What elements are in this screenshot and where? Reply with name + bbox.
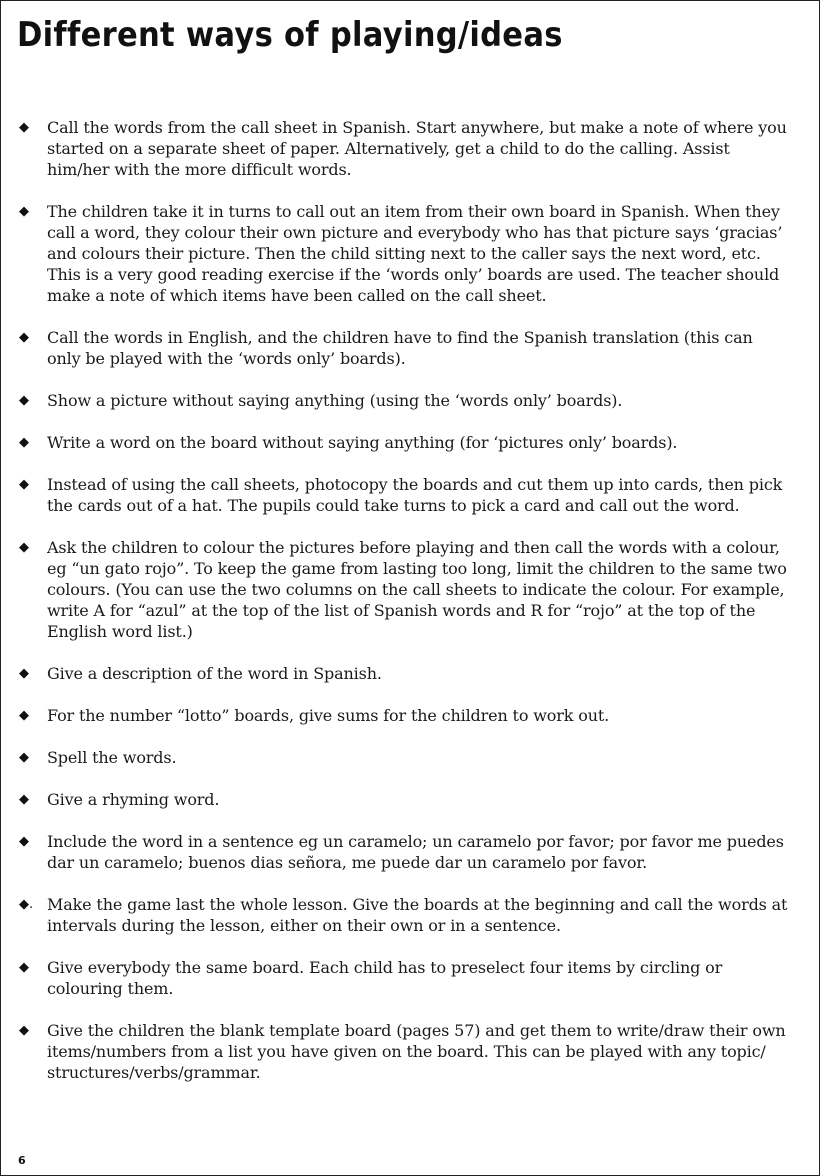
list-item-text: Give a rhyming word.: [47, 790, 220, 809]
diamond-bullet-icon: ◆: [19, 540, 29, 555]
list-item: [19, 327, 791, 369]
list-item: [19, 957, 791, 999]
list-item: [19, 390, 791, 411]
list-item: [19, 537, 791, 642]
ideas-list: [19, 117, 791, 1083]
list-item-text: The children take it in turns to call out an item from their own board in Spanish. When they call a word, they colour their own picture and everybody who has that picture says ‘gracias’ and colours their picture. Then the child sitting next to the caller says the next word, etc. This is a very good reading exercise if the ‘words only’ boards are used. The teacher should make a note of which items have been called on the call sheet.: [47, 202, 783, 305]
page-title: Different ways of playing/ideas: [17, 15, 563, 55]
list-item: [19, 432, 791, 453]
list-item-text: Instead of using the call sheets, photocopy the boards and cut them up into cards, then pick the cards out of a hat. The pupils could take turns to pick a card and call out the word.: [47, 475, 783, 515]
list-item: [19, 747, 791, 768]
diamond-bullet-icon: ◆: [19, 393, 29, 408]
list-item-text: Include the word in a sentence eg un caramelo; un caramelo por favor; por favor me puedes dar un caramelo; buenos dias señora, me puede dar un caramelo por favor.: [47, 832, 784, 872]
list-item-text: Write a word on the board without saying anything (for ‘pictures only’ boards).: [47, 433, 678, 452]
list-item: [19, 1020, 791, 1083]
diamond-bullet-icon: ◆: [19, 204, 29, 219]
list-item-text: Ask the children to colour the pictures before playing and then call the words with a colour, eg “un gato rojo”. To keep the game from lasting too long, limit the children to the same two colours. (You can use the two columns on the call sheets to indicate the colour. For example, write A for “azul” at the top of the list of Spanish words and R for “rojo” at the top of the English word list.): [47, 538, 787, 641]
list-item-text: Make the game last the whole lesson. Give the boards at the beginning and call the words at intervals during the lesson, either on their own or in a sentence.: [47, 895, 788, 935]
diamond-bullet-icon: ◆: [19, 330, 29, 345]
list-item-text: Call the words from the call sheet in Spanish. Start anywhere, but make a note of where you started on a separate sheet of paper. Alternatively, get a child to do the calling. Assist him/her with the more difficult words.: [47, 118, 787, 179]
list-item: [19, 789, 791, 810]
diamond-bullet-icon: ◆: [19, 477, 29, 492]
list-item: [19, 894, 791, 936]
list-item: [19, 705, 791, 726]
list-item-text: Call the words in English, and the children have to find the Spanish translation (this can only be played with the ‘words only’ boards).: [47, 328, 753, 368]
list-item-text: Give a description of the word in Spanish.: [47, 664, 382, 683]
list-item: [19, 474, 791, 516]
page-number: 6: [18, 1154, 26, 1167]
diamond-bullet-icon: ◆: [19, 435, 29, 450]
diamond-bullet-icon: ◆: [19, 1023, 29, 1038]
diamond-bullet-icon: ◆: [19, 750, 29, 765]
diamond-bullet-icon: ◆: [19, 120, 29, 135]
diamond-bullet-icon: ◆: [19, 708, 29, 723]
list-item: [19, 831, 791, 873]
list-item-text: Show a picture without saying anything (using the ‘words only’ boards).: [47, 391, 623, 410]
list-item-text: Give the children the blank template board (pages 57) and get them to write/draw their own items/numbers from a list you have given on the board. This can be played with any topic/ structures/verbs/grammar.: [47, 1021, 786, 1082]
list-item-text: For the number “lotto” boards, give sums for the children to work out.: [47, 706, 610, 725]
diamond-bullet-icon: ◆: [19, 834, 29, 849]
list-item-text: Give everybody the same board. Each child has to preselect four items by circling or colouring them.: [47, 958, 723, 998]
list-item: [19, 201, 791, 306]
list-item: [19, 663, 791, 684]
diamond-bullet-icon: ◆: [19, 960, 29, 975]
diamond-bullet-icon: ◆: [19, 792, 29, 807]
diamond-bullet-icon: ◆: [19, 666, 29, 681]
list-item: [19, 117, 791, 180]
list-item-text: Spell the words.: [47, 748, 177, 767]
diamond-bullet-icon: ◆.: [19, 897, 34, 912]
